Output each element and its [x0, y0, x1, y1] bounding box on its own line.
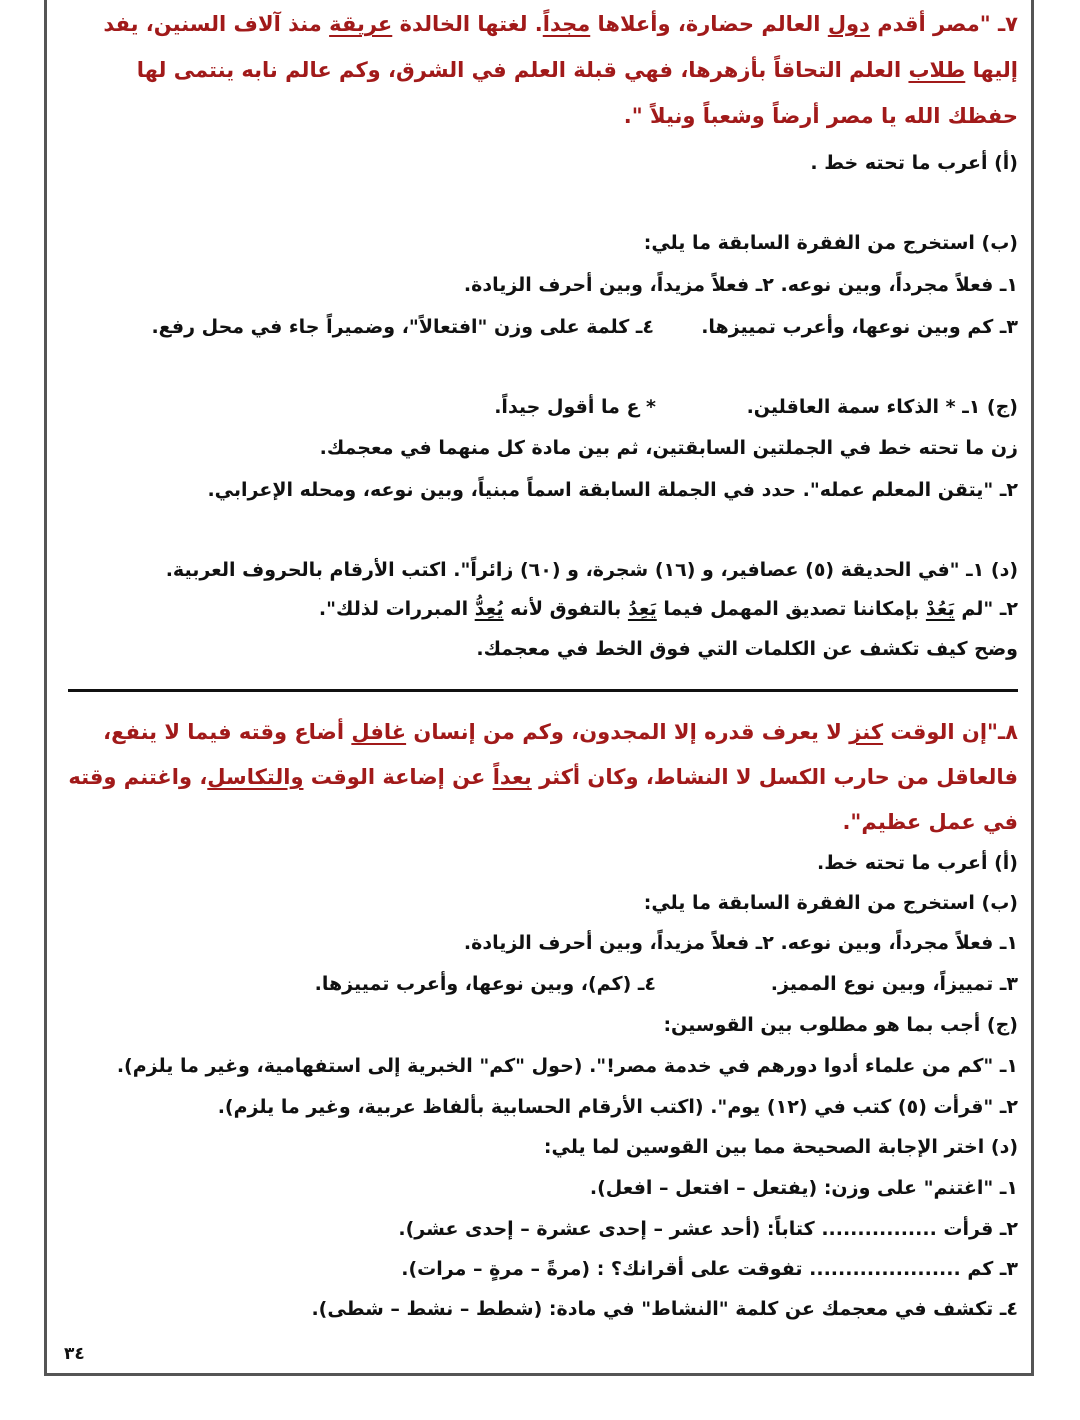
q7-part-c-sentence-1: (ج) ١ـ * الذكاء سمة العاقلين.	[746, 396, 1018, 418]
section-divider	[68, 689, 1018, 692]
q7-part-a: (أ) أعرب ما تحته خط .	[810, 152, 1018, 174]
q8-paragraph-line-2: فالعاقل من حارب الكسل لا النشاط، وكان أكثر بعداً عن إضاعة الوقت والتكاسل، واغتنم وقته	[68, 765, 1018, 789]
q8-part-c-title: (ج) أجب بما هو مطلوب بين القوسين:	[663, 1014, 1018, 1036]
underlined-word: طلاب	[908, 58, 966, 82]
q7-paragraph-line-2: إليها طلاب العلم التحاقاً بأزهرها، فهي قبلة العلم في الشرق، وكم عالم نابه ينتمى لها	[136, 58, 1018, 82]
underlined-word: بعداً	[492, 765, 532, 789]
q7-part-b-title: (ب) استخرج من الفقرة السابقة ما يلي:	[643, 232, 1018, 254]
q8-paragraph-line-3: في عمل عظيم".	[842, 810, 1018, 834]
q7-part-b-item-1-2: ١ـ فعلاً مجرداً، وبين نوعه. ٢ـ فعلاً مزيداً، وبين أحرف الزيادة.	[463, 274, 1018, 296]
q7-part-c-instruction: زن ما تحته خط في الجملتين السابقتين، ثم بين مادة كل منهما في معجمك.	[319, 437, 1018, 459]
q8-part-d-item-4: ٤ـ تكشف في معجمك عن كلمة "النشاط" في مادة: (شطط – نشط – شطى).	[311, 1298, 1018, 1320]
q7-part-d-item-1: (د) ١ـ "في الحديقة (٥) عصافير، و (١٦) شجرة، و (٦٠) زائراً". اكتب الأرقام بالحروف العربية.	[165, 559, 1018, 581]
q8-part-d-item-2: ٢ـ قرأت ................ كتاباً: (أحد عشر – إحدى عشرة – إحدى عشر).	[398, 1218, 1018, 1240]
underlined-word: غافل	[351, 720, 407, 744]
page-number: ٣٤	[64, 1344, 85, 1364]
q7-part-b-item-4: ٤ـ كلمة على وزن "افتعالاً"، وضميراً جاء في محل رفع.	[151, 316, 654, 338]
q7-part-b-item-3: ٣ـ كم وبين نوعها، وأعرب تمييزها.	[701, 316, 1018, 338]
underlined-word: عريقة	[329, 12, 393, 36]
underlined-word: يَعِدُ	[627, 598, 657, 620]
page-frame	[44, 0, 1034, 1376]
q7-paragraph-line-1: ٧ـ "مصر أقدم دول العالم حضارة، وأعلاها مجداً. لغتها الخالدة عريقة منذ آلاف السنين، يفد	[103, 12, 1018, 36]
q8-part-a: (أ) أعرب ما تحته خط.	[816, 852, 1018, 874]
q7-part-c-item-2: ٢ـ "يتقن المعلم عمله". حدد في الجملة السابقة اسماً مبنياً، وبين نوعه، ومحله الإعرابي.	[207, 479, 1018, 501]
q7-part-d-item-2: ٢ـ "لم يَعُدْ بإمكاننا تصديق المهمل فيما يَعِدُ بالتفوق لأنه يُعِدُّ المبررات لذلك".	[318, 598, 1018, 620]
q8-part-b-item-3: ٣ـ تمييزاً، وبين نوع المميز.	[770, 973, 1018, 995]
q8-part-b-title: (ب) استخرج من الفقرة السابقة ما يلي:	[643, 892, 1018, 914]
underlined-word: يُعِدُّ	[474, 598, 504, 620]
q7-paragraph-line-3: حفظك الله يا مصر أرضاً وشعباً ونيلاً ".	[623, 104, 1018, 128]
q8-part-d-item-1: ١ـ "اغتنم" على وزن: (يفتعل – افتعل – افعل).	[589, 1177, 1018, 1199]
underlined-word: والتكاسل	[207, 765, 304, 789]
underlined-word: دول	[827, 12, 870, 36]
q7-part-d-item-3: وضح كيف تكشف عن الكلمات التي فوق الخط في معجمك.	[476, 638, 1018, 660]
q8-part-b-item-1-2: ١ـ فعلاً مجرداً، وبين نوعه. ٢ـ فعلاً مزيداً، وبين أحرف الزيادة.	[463, 932, 1018, 954]
underlined-word: كنز	[849, 720, 884, 744]
q8-part-c-item-1: ١ـ "كم من علماء أدوا دورهم في خدمة مصر!". (حول "كم" الخبرية إلى استفهامية، وغير ما يلزم).	[116, 1055, 1018, 1077]
q8-part-b-item-4: ٤ـ (كم)، وبين نوعها، وأعرب تمييزها.	[314, 973, 656, 995]
q8-part-d-item-3: ٣ـ كم ..................... تفوقت على أقرانك؟ : (مرةً – مرةٍ – مرات).	[401, 1258, 1018, 1280]
q7-part-c-sentence-2: * ع ما أقول جيداً.	[494, 396, 656, 418]
underlined-word: يَعُدْ	[925, 598, 955, 620]
q8-part-d-title: (د) اختر الإجابة الصحيحة مما بين القوسين لما يلي:	[543, 1136, 1018, 1158]
q8-part-c-item-2: ٢ـ "قرأت (٥) كتب في (١٢) يوم". (اكتب الأرقام الحسابية بألفاظ عربية، وغير ما يلزم).	[217, 1096, 1018, 1118]
underlined-word: مجداً	[542, 12, 591, 36]
q8-paragraph-line-1: ٨ـ"إن الوقت كنز لا يعرف قدره إلا المجدون، وكم من إنسان غافل أضاع وقته فيما لا ينفع،	[103, 720, 1018, 744]
